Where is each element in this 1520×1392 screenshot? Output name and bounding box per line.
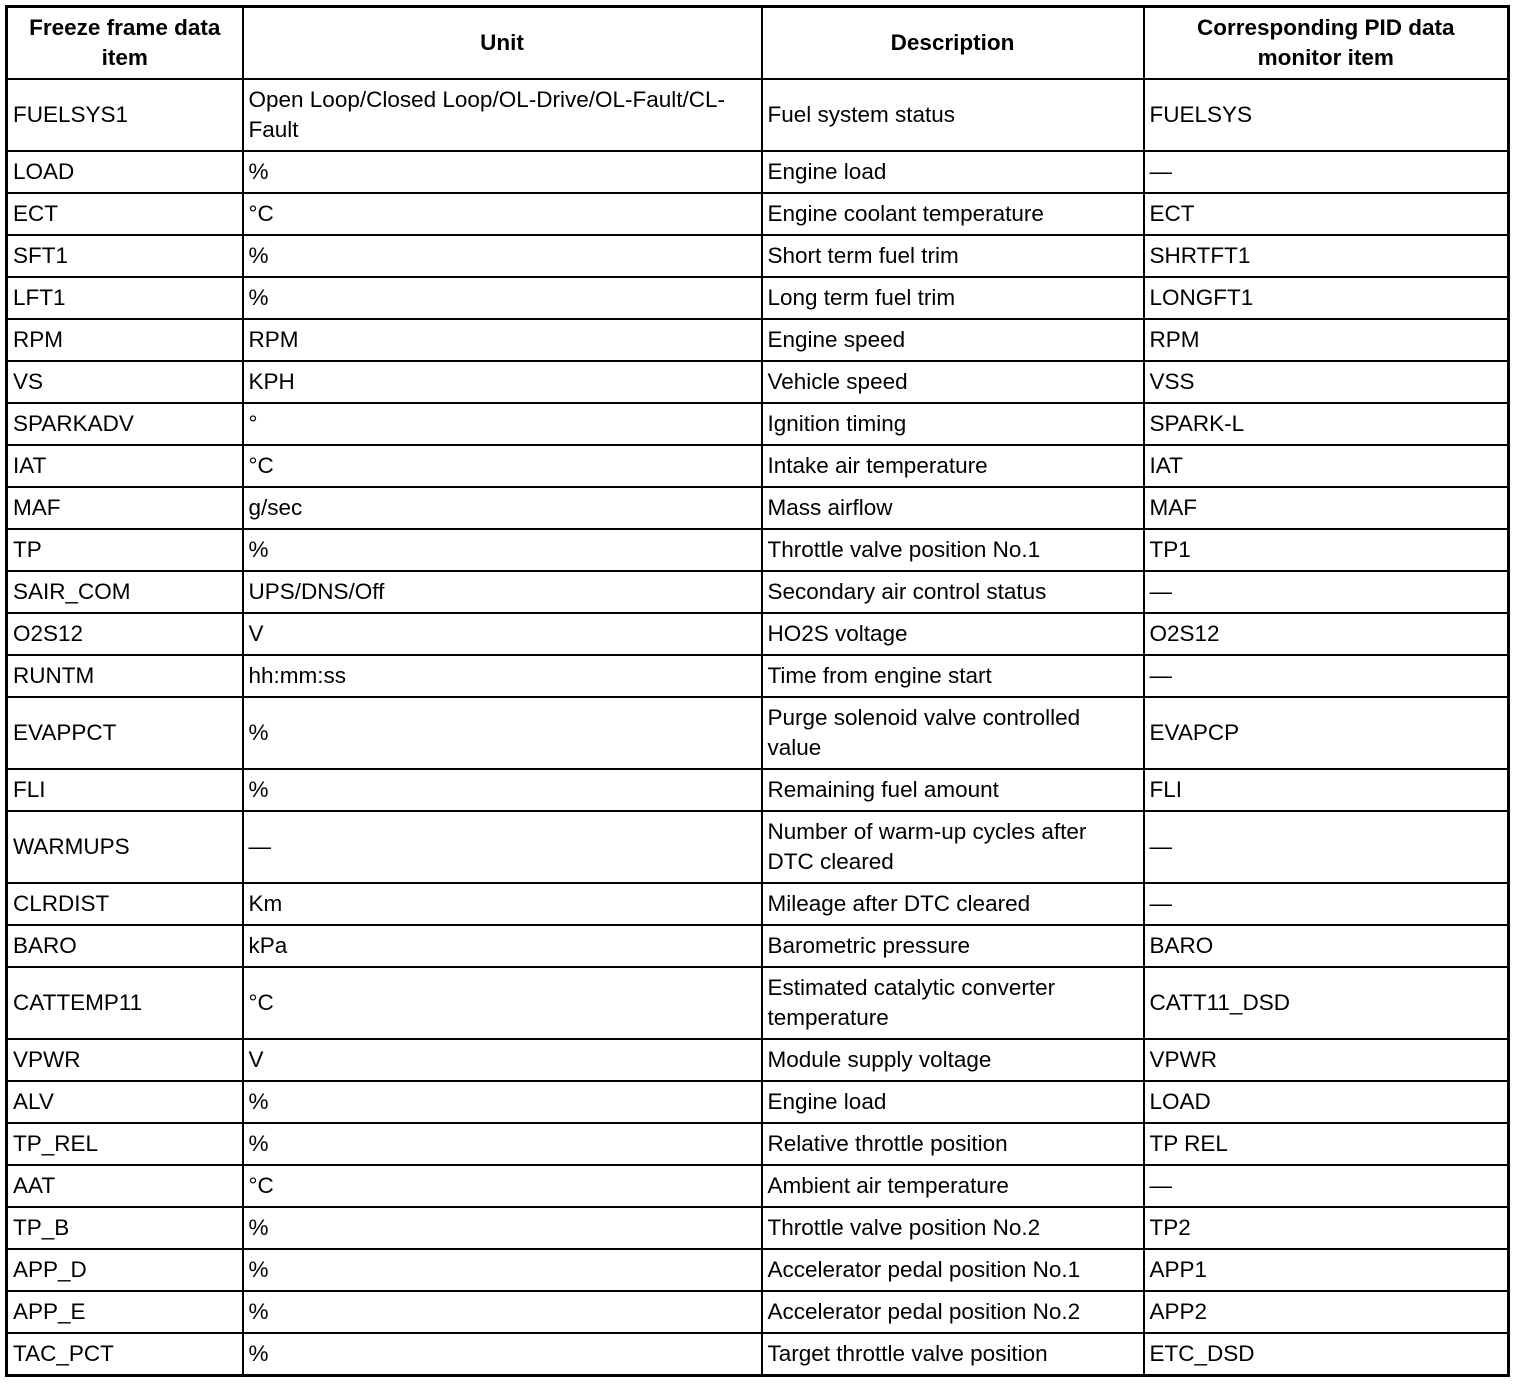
table-body	[7, 79, 1509, 1376]
unit-cell: %	[243, 277, 762, 319]
pid-item-cell: APP1	[1144, 1249, 1509, 1291]
table-row	[7, 571, 1509, 613]
table-row	[7, 655, 1509, 697]
unit-cell: Open Loop/Closed Loop/OL-Drive/OL-Fault/CL-Fault	[243, 79, 762, 151]
description-cell: Fuel system status	[762, 79, 1144, 151]
pid-item-cell: FLI	[1144, 769, 1509, 811]
unit-cell: %	[243, 1249, 762, 1291]
item-cell: CATTEMP11	[7, 967, 243, 1039]
description-cell: Engine load	[762, 151, 1144, 193]
description-cell: Barometric pressure	[762, 925, 1144, 967]
table-row	[7, 487, 1509, 529]
unit-cell: %	[243, 151, 762, 193]
table-row	[7, 1039, 1509, 1081]
item-cell: IAT	[7, 445, 243, 487]
unit-cell: %	[243, 1123, 762, 1165]
unit-cell: °C	[243, 445, 762, 487]
pid-item-cell: LOAD	[1144, 1081, 1509, 1123]
table-row	[7, 967, 1509, 1039]
table-row	[7, 1207, 1509, 1249]
pid-item-cell: ETC_DSD	[1144, 1333, 1509, 1376]
unit-cell: °C	[243, 1165, 762, 1207]
table-row	[7, 1333, 1509, 1376]
table-row	[7, 925, 1509, 967]
pid-item-cell: —	[1144, 811, 1509, 883]
description-cell: Secondary air control status	[762, 571, 1144, 613]
pid-item-cell: LONGFT1	[1144, 277, 1509, 319]
unit-cell: %	[243, 697, 762, 769]
table-row	[7, 235, 1509, 277]
description-cell: Engine load	[762, 1081, 1144, 1123]
pid-item-cell: FUELSYS	[1144, 79, 1509, 151]
description-cell: Ignition timing	[762, 403, 1144, 445]
table-row	[7, 883, 1509, 925]
pid-item-cell: ECT	[1144, 193, 1509, 235]
header-unit: Unit	[243, 7, 762, 80]
description-cell: Throttle valve position No.2	[762, 1207, 1144, 1249]
item-cell: WARMUPS	[7, 811, 243, 883]
table-row	[7, 361, 1509, 403]
pid-item-cell: —	[1144, 883, 1509, 925]
description-cell: Relative throttle position	[762, 1123, 1144, 1165]
item-cell: FUELSYS1	[7, 79, 243, 151]
table-row	[7, 1249, 1509, 1291]
description-cell: Accelerator pedal position No.1	[762, 1249, 1144, 1291]
unit-cell: %	[243, 769, 762, 811]
item-cell: FLI	[7, 769, 243, 811]
item-cell: AAT	[7, 1165, 243, 1207]
table-row	[7, 193, 1509, 235]
freeze-frame-table	[5, 5, 1510, 1377]
item-cell: MAF	[7, 487, 243, 529]
pid-item-cell: RPM	[1144, 319, 1509, 361]
table-row	[7, 403, 1509, 445]
description-cell: Target throttle valve position	[762, 1333, 1144, 1376]
pid-item-cell: SPARK-L	[1144, 403, 1509, 445]
table-row	[7, 529, 1509, 571]
description-cell: Engine speed	[762, 319, 1144, 361]
unit-cell: %	[243, 235, 762, 277]
unit-cell: g/sec	[243, 487, 762, 529]
pid-item-cell: TP2	[1144, 1207, 1509, 1249]
table-row	[7, 697, 1509, 769]
description-cell: Vehicle speed	[762, 361, 1144, 403]
description-cell: Short term fuel trim	[762, 235, 1144, 277]
item-cell: EVAPPCT	[7, 697, 243, 769]
pid-item-cell: —	[1144, 655, 1509, 697]
table-row	[7, 613, 1509, 655]
item-cell: SAIR_COM	[7, 571, 243, 613]
pid-item-cell: CATT11_DSD	[1144, 967, 1509, 1039]
table-row	[7, 445, 1509, 487]
freeze-frame-table-container	[5, 5, 1507, 1377]
item-cell: O2S12	[7, 613, 243, 655]
description-cell: Time from engine start	[762, 655, 1144, 697]
item-cell: TAC_PCT	[7, 1333, 243, 1376]
table-header-row	[7, 7, 1509, 80]
unit-cell: °	[243, 403, 762, 445]
item-cell: SPARKADV	[7, 403, 243, 445]
unit-cell: RPM	[243, 319, 762, 361]
description-cell: Remaining fuel amount	[762, 769, 1144, 811]
unit-cell: %	[243, 1081, 762, 1123]
item-cell: LFT1	[7, 277, 243, 319]
unit-cell: %	[243, 1291, 762, 1333]
pid-item-cell: APP2	[1144, 1291, 1509, 1333]
description-cell: Intake air temperature	[762, 445, 1144, 487]
item-cell: TP_REL	[7, 1123, 243, 1165]
unit-cell: hh:mm:ss	[243, 655, 762, 697]
pid-item-cell: SHRTFT1	[1144, 235, 1509, 277]
header-pid-monitor-item: Corresponding PID data monitor item	[1144, 7, 1509, 80]
description-cell: Engine coolant temperature	[762, 193, 1144, 235]
item-cell: RUNTM	[7, 655, 243, 697]
description-cell: Mileage after DTC cleared	[762, 883, 1144, 925]
pid-item-cell: —	[1144, 151, 1509, 193]
unit-cell: —	[243, 811, 762, 883]
item-cell: ALV	[7, 1081, 243, 1123]
table-row	[7, 1291, 1509, 1333]
pid-item-cell: VSS	[1144, 361, 1509, 403]
pid-item-cell: EVAPCP	[1144, 697, 1509, 769]
table-row	[7, 811, 1509, 883]
item-cell: TP	[7, 529, 243, 571]
description-cell: HO2S voltage	[762, 613, 1144, 655]
unit-cell: V	[243, 613, 762, 655]
item-cell: BARO	[7, 925, 243, 967]
unit-cell: °C	[243, 967, 762, 1039]
table-row	[7, 277, 1509, 319]
table-row	[7, 79, 1509, 151]
description-cell: Ambient air temperature	[762, 1165, 1144, 1207]
header-description: Description	[762, 7, 1144, 80]
description-cell: Number of warm-up cycles after DTC cleared	[762, 811, 1144, 883]
description-cell: Estimated catalytic converter temperature	[762, 967, 1144, 1039]
unit-cell: KPH	[243, 361, 762, 403]
pid-item-cell: IAT	[1144, 445, 1509, 487]
item-cell: VS	[7, 361, 243, 403]
unit-cell: %	[243, 1333, 762, 1376]
table-row	[7, 769, 1509, 811]
table-row	[7, 1081, 1509, 1123]
item-cell: APP_E	[7, 1291, 243, 1333]
pid-item-cell: —	[1144, 1165, 1509, 1207]
pid-item-cell: VPWR	[1144, 1039, 1509, 1081]
table-row	[7, 151, 1509, 193]
item-cell: LOAD	[7, 151, 243, 193]
description-cell: Module supply voltage	[762, 1039, 1144, 1081]
pid-item-cell: BARO	[1144, 925, 1509, 967]
unit-cell: %	[243, 1207, 762, 1249]
description-cell: Throttle valve position No.1	[762, 529, 1144, 571]
unit-cell: °C	[243, 193, 762, 235]
unit-cell: kPa	[243, 925, 762, 967]
pid-item-cell: —	[1144, 571, 1509, 613]
item-cell: CLRDIST	[7, 883, 243, 925]
description-cell: Mass airflow	[762, 487, 1144, 529]
pid-item-cell: MAF	[1144, 487, 1509, 529]
item-cell: RPM	[7, 319, 243, 361]
unit-cell: UPS/DNS/Off	[243, 571, 762, 613]
unit-cell: %	[243, 529, 762, 571]
header-freeze-frame-item: Freeze frame data item	[7, 7, 243, 80]
unit-cell: V	[243, 1039, 762, 1081]
item-cell: APP_D	[7, 1249, 243, 1291]
pid-item-cell: TP1	[1144, 529, 1509, 571]
pid-item-cell: TP REL	[1144, 1123, 1509, 1165]
description-cell: Accelerator pedal position No.2	[762, 1291, 1144, 1333]
pid-item-cell: O2S12	[1144, 613, 1509, 655]
table-row	[7, 1123, 1509, 1165]
item-cell: TP_B	[7, 1207, 243, 1249]
table-row	[7, 319, 1509, 361]
item-cell: SFT1	[7, 235, 243, 277]
description-cell: Long term fuel trim	[762, 277, 1144, 319]
table-row	[7, 1165, 1509, 1207]
item-cell: ECT	[7, 193, 243, 235]
unit-cell: Km	[243, 883, 762, 925]
description-cell: Purge solenoid valve controlled value	[762, 697, 1144, 769]
item-cell: VPWR	[7, 1039, 243, 1081]
